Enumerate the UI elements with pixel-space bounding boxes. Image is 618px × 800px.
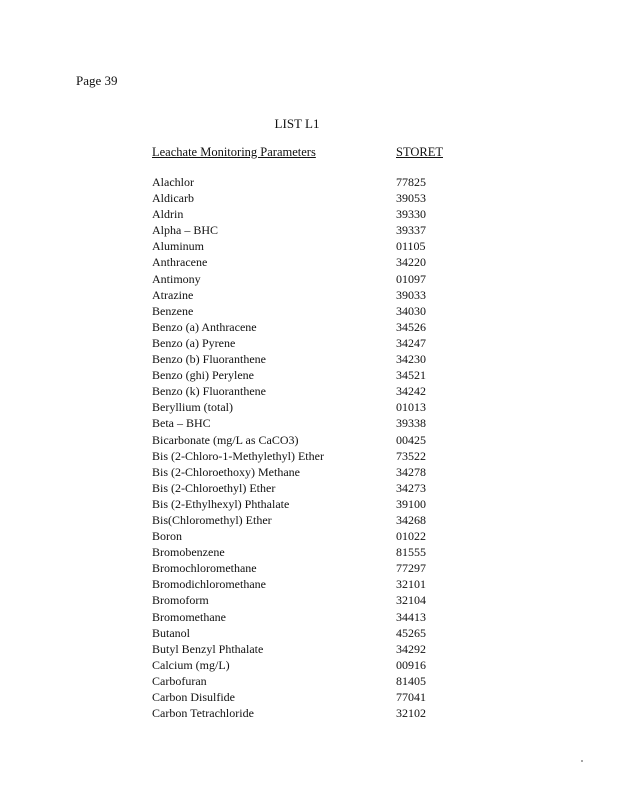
storet-code: 34242 [396,384,426,399]
table-row [152,254,472,270]
table-row [152,415,472,431]
table-row [152,271,472,287]
table-row [152,592,472,608]
table-row [152,560,472,576]
table-row [152,625,472,641]
table-row [152,480,472,496]
storet-code: 34526 [396,319,426,334]
parameter-name: Butanol [152,625,190,640]
parameter-name: Bromomethane [152,609,226,624]
parameter-name: Aluminum [152,239,205,254]
parameter-name: Benzo (b) Fluoranthene [152,352,266,367]
table-row [152,576,472,592]
parameter-column-header: Leachate Monitoring Parameters [152,145,316,159]
parameter-name: Benzo (a) Pyrene [152,335,236,350]
table-row [152,335,472,351]
list-title: LIST L1 [274,116,320,131]
parameter-name: Alachlor [152,175,194,189]
page-number: Page 39 [76,73,118,88]
table-row [152,464,472,480]
storet-code: 45265 [396,625,426,640]
parameter-name: Carbon Disulfide [152,690,235,704]
parameter-name: Bromodichloromethane [152,577,266,592]
parameter-name: Antimony [152,271,201,286]
table-row [152,351,472,367]
table-row [152,399,472,415]
storet-code: 01022 [396,529,426,544]
parameter-name: Beta – BHC [152,416,211,431]
storet-code: 34230 [396,352,426,367]
table-row [152,657,472,673]
table-row [152,432,472,448]
parameter-name: Boron [152,529,182,544]
parameter-name: Aldicarb [152,191,194,206]
parameter-name: Bromobenzene [152,545,225,560]
table-row [152,641,472,657]
storet-code: 01097 [396,271,426,286]
parameter-name: Bis (2-Ethylhexyl) Phthalate [152,496,290,511]
table-row [152,367,472,383]
storet-code: 01105 [396,239,426,254]
storet-code: 39053 [396,191,426,206]
parameter-name: Benzo (a) Anthracene [152,319,257,334]
storet-code: 00916 [396,657,426,672]
scan-speck [581,760,583,762]
parameter-name: Bis (2-Chloroethyl) Ether [152,480,276,495]
parameter-name: Bicarbonate (mg/L as CaCO3) [152,432,299,447]
storet-column-header: STORET [396,145,443,159]
parameter-list [152,174,472,721]
parameter-name: Carbofuran [152,673,207,688]
parameter-name: Anthracene [152,255,208,270]
table-row [152,544,472,560]
storet-code: 34268 [396,512,426,527]
parameter-name: Bis (2-Chloroethoxy) Methane [152,464,300,479]
parameter-name: Bis(Chloromethyl) Ether [152,512,272,527]
storet-code: 77041 [396,690,426,704]
storet-code: 77825 [396,175,426,189]
storet-code: 81555 [396,545,426,560]
storet-code: 39330 [396,207,426,222]
parameter-name: Butyl Benzyl Phthalate [152,641,264,656]
table-row [152,512,472,528]
parameter-name: Aldrin [152,207,184,222]
parameter-name: Beryllium (total) [152,400,233,415]
table-row [152,319,472,335]
storet-code: 32102 [396,706,426,721]
parameter-name: Carbon Tetrachloride [152,706,254,721]
parameter-name: Benzo (ghi) Perylene [152,368,254,383]
storet-code: 00425 [396,432,426,447]
storet-code: 34030 [396,303,426,318]
storet-code: 34292 [396,641,426,656]
parameter-name: Benzo (k) Fluoranthene [152,384,266,399]
storet-code: 73522 [396,448,426,463]
storet-code: 32101 [396,577,426,592]
storet-code: 32104 [396,593,426,608]
parameter-name: Alpha – BHC [152,223,218,238]
table-row [152,383,472,399]
storet-code: 39338 [396,416,426,431]
storet-code: 81405 [396,673,426,688]
storet-code: 34413 [396,609,426,624]
table-row [152,448,472,464]
parameter-name: Bis (2-Chloro-1-Methylethyl) Ether [152,448,324,463]
table-row [152,206,472,222]
storet-code: 77297 [396,561,426,576]
parameter-name: Bromochloromethane [152,561,257,576]
table-row [152,609,472,625]
table-row [152,287,472,303]
parameter-name: Atrazine [152,287,194,302]
storet-code: 34273 [396,480,426,495]
storet-code: 39033 [396,287,426,302]
parameter-name: Bromoform [152,593,209,608]
table-row [152,496,472,512]
parameter-name: Calcium (mg/L) [152,657,230,672]
storet-code: 34521 [396,368,426,383]
table-row [152,689,472,705]
table-row [152,174,472,190]
table-row [152,528,472,544]
storet-code: 34278 [396,464,426,479]
storet-code: 34247 [396,335,426,350]
table-row [152,705,472,721]
storet-code: 01013 [396,400,426,415]
table-row [152,222,472,238]
table-row [152,673,472,689]
table-row [152,190,472,206]
storet-code: 39337 [396,223,426,238]
table-row [152,303,472,319]
table-row [152,238,472,254]
parameter-name: Benzene [152,303,194,318]
storet-code: 34220 [396,255,426,270]
storet-code: 39100 [396,496,426,511]
